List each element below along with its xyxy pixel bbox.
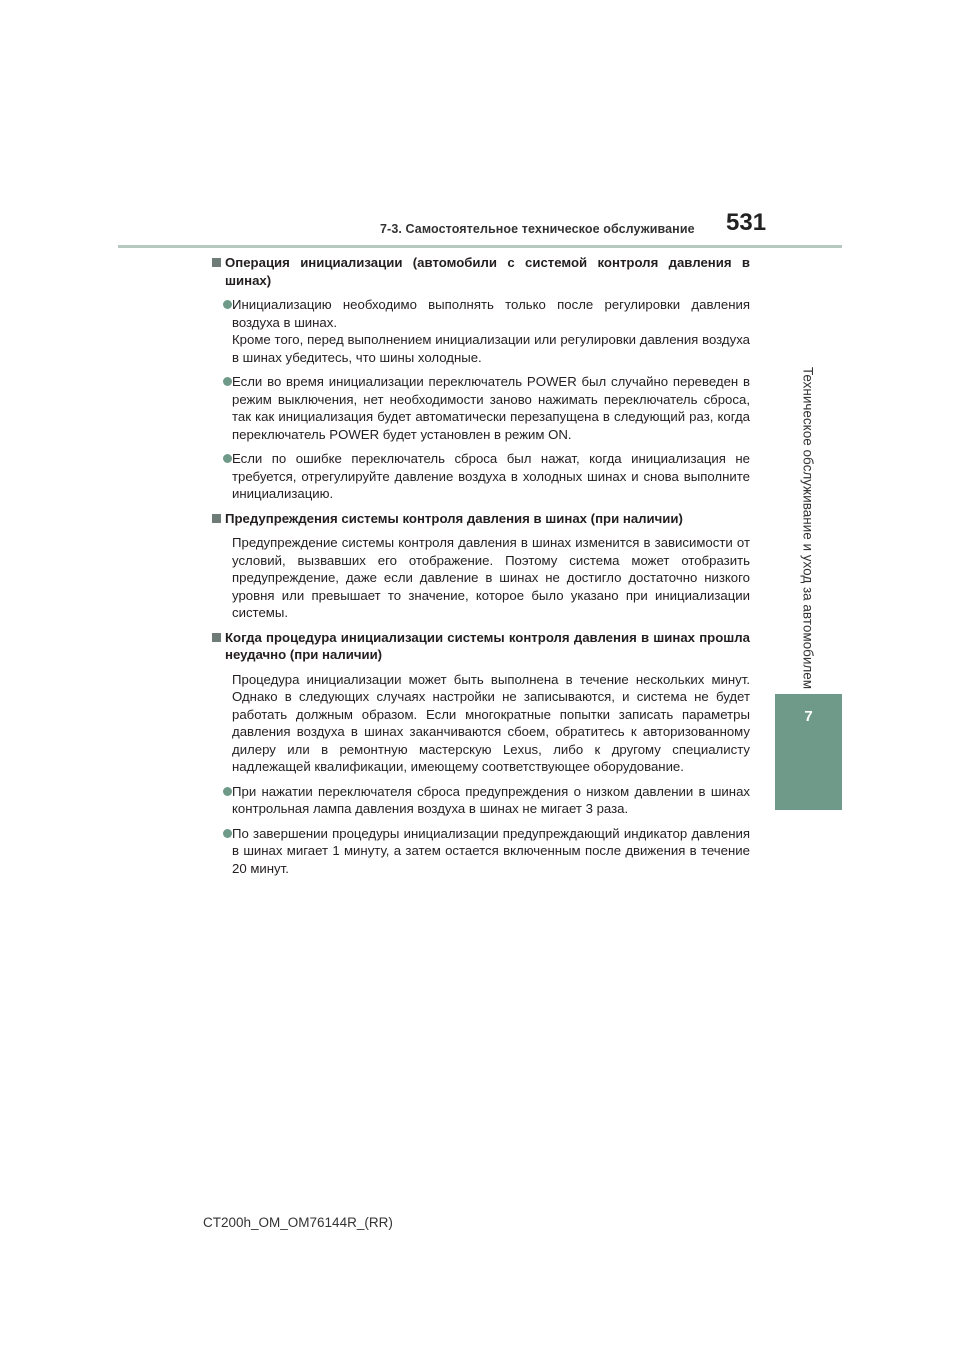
section-heading	[212, 629, 750, 664]
section-heading	[212, 254, 750, 289]
round-bullet-icon	[223, 300, 232, 309]
bullet-item	[212, 450, 750, 503]
bullet-item	[212, 783, 750, 818]
bullet-text: По завершении процедуры инициализации предупреждающий индикатор давления в шинах мигает 1 минуту, а затем остается включенным после движения в течение 20 минут.	[232, 825, 750, 876]
section-title: 7-3. Самостоятельное техническое обслуживание	[380, 222, 695, 236]
bullet-text: Кроме того, перед выполнением инициализации или регулировки давления воздуха в шинах убедитесь, что шины холодные.	[232, 332, 750, 365]
section-heading-text: Предупреждения системы контроля давления в шинах (при наличии)	[225, 510, 683, 526]
section-heading-text: Когда процедура инициализации системы контроля давления в шинах прошла неудачно (при наличии)	[225, 629, 750, 662]
chapter-number: 7	[804, 708, 813, 725]
document-code: CT200h_OM_OM76144R_(RR)	[203, 1215, 393, 1230]
bullet-item	[212, 296, 750, 366]
bullet-text: При нажатии переключателя сброса предупреждения о низком давлении в шинах контрольная лампа давления воздуха в шинах не мигает 3 раза.	[232, 783, 750, 816]
bullet-text: Если по ошибке переключатель сброса был нажат, когда инициализация не требуется, отрегулируйте давление воздуха в холодных шинах и снова выполните инициализацию.	[232, 451, 750, 501]
bullet-item	[212, 373, 750, 443]
chapter-side-tab-label: Техническое обслуживание и уход за автомобилем	[800, 366, 816, 690]
section-initialization	[212, 254, 750, 503]
round-bullet-icon	[223, 787, 232, 796]
header-rule	[118, 245, 842, 248]
section-heading-text: Операция инициализации (автомобили с системой контроля давления в шинах)	[225, 255, 750, 288]
round-bullet-icon	[223, 829, 232, 838]
page-number: 531	[726, 209, 767, 236]
round-bullet-icon	[223, 377, 232, 386]
bullet-item	[212, 825, 750, 878]
square-bullet-icon	[212, 258, 221, 267]
section-initialization-failed	[212, 629, 750, 878]
section-warnings	[212, 510, 750, 622]
bullet-text: Если во время инициализации переключатель POWER был случайно переведен в режим выключения, нет необходимости заново нажимать переключатель сброса, так как инициализация будет автоматически перезапущена в следующий раз, когда переключатель POWER будет установлен в режим ON.	[232, 374, 750, 442]
chapter-number-box	[775, 694, 842, 810]
square-bullet-icon	[212, 514, 221, 523]
section-body-text: Процедура инициализации может быть выполнена в течение нескольких минут. Однако в следующих случаях настройки не записываются, и система не будет работать должным образом. Если многократные попытки записать параметры давления воздуха в шинах заканчиваются сбоем, обратитесь к авторизованному дилеру или в ремонтную мастерскую Lexus, либо к другому специалисту надлежащей квалификации, имеющему соответствующее оборудование.	[232, 671, 750, 774]
section-body-text: Предупреждение системы контроля давления в шинах изменится в зависимости от условий, вызвавших его отображение. Поэтому система может отобразить предупреждение, даже если давление в шинах не достигло достаточно низкого уровня или превышает то значение, которое было указано при инициализации системы.	[232, 535, 750, 620]
round-bullet-icon	[223, 454, 232, 463]
square-bullet-icon	[212, 633, 221, 642]
page-content	[212, 254, 750, 884]
bullet-text: Инициализацию необходимо выполнять только после регулировки давления воздуха в шинах.	[232, 297, 750, 330]
section-heading	[212, 510, 750, 528]
